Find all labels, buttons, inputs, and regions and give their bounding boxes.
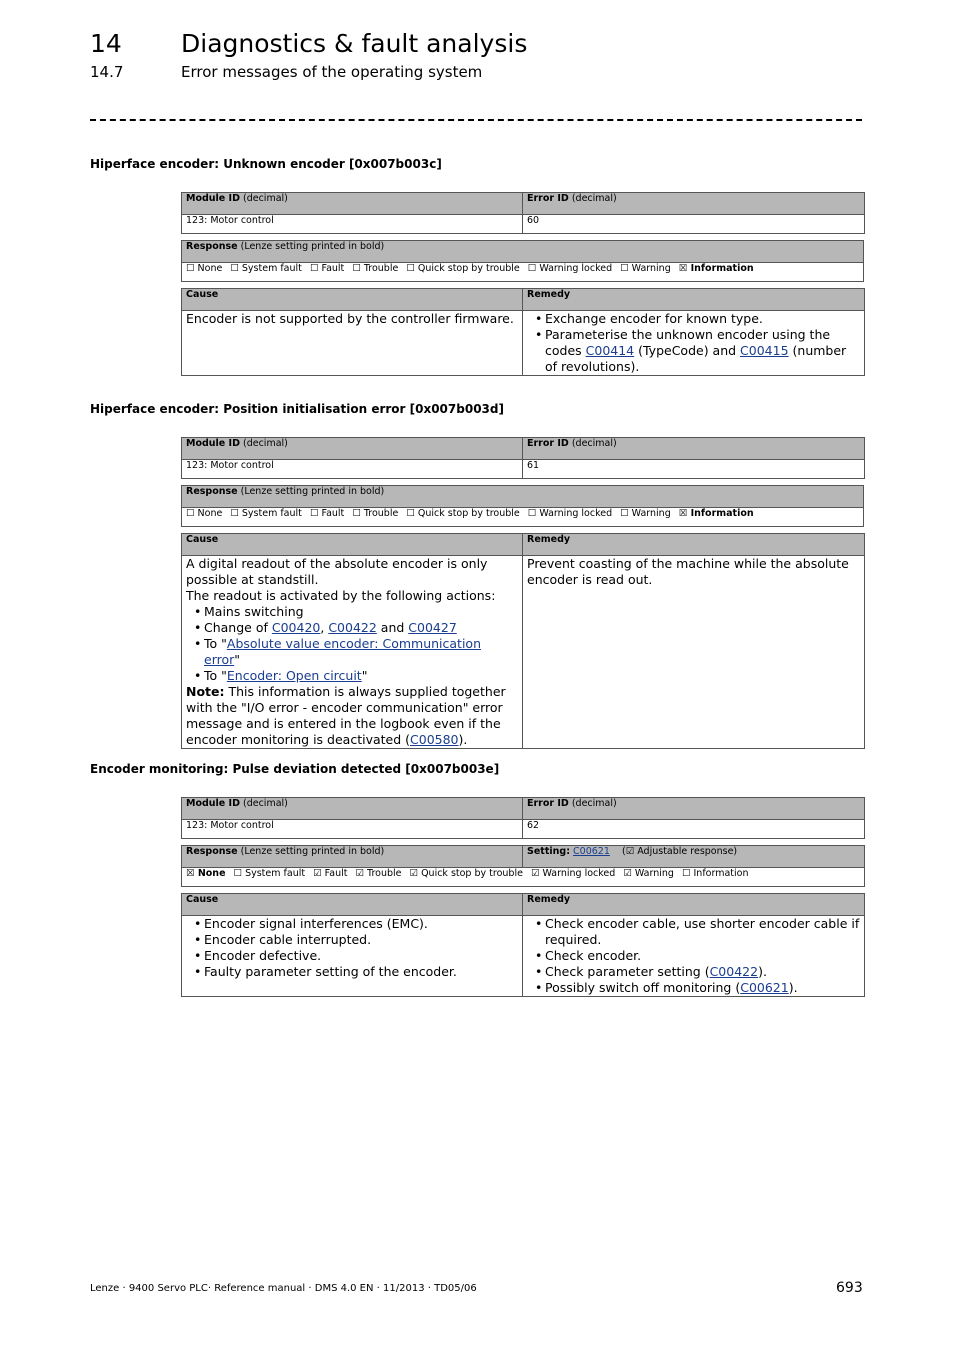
remedy-item: • Exchange encoder for known type.	[545, 311, 860, 327]
response-options	[182, 263, 864, 282]
option-information: ☒ Information	[678, 263, 754, 274]
cause-header: Cause	[182, 534, 523, 556]
link-c00580[interactable]: C00580	[410, 732, 459, 747]
option-trouble: ☐ Trouble	[352, 263, 399, 274]
link-encoder-open-circuit[interactable]: Encoder: Open circuit	[226, 668, 362, 683]
remedy-cell: Prevent coasting of the machine while the absolute encoder is read out.	[523, 556, 865, 749]
response-header: Response (Lenze setting printed in bold)	[182, 486, 864, 508]
remedy-item: • Check parameter setting (C00422).	[545, 964, 860, 980]
id-table	[181, 437, 865, 479]
cause-item: • To "Absolute value encoder: Communication error"	[204, 636, 518, 668]
module-id-value: 123: Motor control	[182, 460, 523, 479]
error-id-header: Error ID (decimal)	[523, 798, 865, 820]
remedy-header: Remedy	[523, 534, 865, 556]
cause-item: • Encoder cable interrupted.	[204, 932, 518, 948]
option-trouble: ☑ Trouble	[355, 868, 402, 879]
section-number: 14.7	[90, 63, 124, 81]
link-c00422[interactable]: C00422	[709, 964, 759, 979]
id-table	[181, 192, 865, 234]
id-table	[181, 797, 865, 839]
cause-item: • Encoder signal interferences (EMC).	[204, 916, 518, 932]
header-divider	[90, 119, 862, 121]
cause-text: The readout is activated by the following actions:	[186, 588, 496, 603]
cause-note: Note: This information is always supplied together with the "I/O error - encoder communication" error message and is entered in the logbook even if the encoder monitoring is deactivated (C00580).	[186, 684, 506, 747]
link-c00621[interactable]: C00621	[573, 846, 610, 857]
cause-item: • Faulty parameter setting of the encoder.	[204, 964, 518, 980]
cause-item: • Mains switching	[204, 604, 518, 620]
cause-item: • Encoder defective.	[204, 948, 518, 964]
remedy-header: Remedy	[523, 894, 865, 916]
link-c00422[interactable]: C00422	[328, 620, 377, 635]
option-system-fault: ☐ System fault	[233, 868, 306, 879]
option-warning-locked: ☐ Warning locked	[527, 263, 613, 274]
response-table	[181, 240, 864, 282]
remedy-cell	[523, 916, 865, 997]
option-system-fault: ☐ System fault	[230, 508, 302, 519]
section-heading: Encoder monitoring: Pulse deviation detected [0x007b003e]	[90, 762, 500, 776]
option-warning-locked: ☐ Warning locked	[527, 508, 613, 519]
option-fault: ☑ Fault	[313, 868, 348, 879]
response-table	[181, 845, 865, 887]
module-id-header: Module ID (decimal)	[182, 798, 523, 820]
link-absolute-encoder-error[interactable]: Absolute value encoder: Communication error	[204, 636, 481, 667]
option-warning: ☐ Warning	[620, 508, 671, 519]
module-id-value: 123: Motor control	[182, 215, 523, 234]
section-heading: Hiperface encoder: Position initialisation error [0x007b003d]	[90, 402, 504, 416]
option-trouble: ☐ Trouble	[352, 508, 399, 519]
error-id-value: 62	[523, 820, 865, 839]
option-fault: ☐ Fault	[309, 508, 345, 519]
option-none: ☐ None	[186, 263, 223, 274]
chapter-title: Diagnostics & fault analysis	[181, 29, 528, 58]
setting-header: Setting: C00621 (☑ Adjustable response)	[523, 846, 865, 868]
cause-item: • Change of C00420, C00422 and C00427	[204, 620, 518, 636]
remedy-item: • Parameterise the unknown encoder using the codes C00414 (TypeCode) and C00415 (number of revolutions).	[545, 327, 860, 375]
link-c00420[interactable]: C00420	[271, 620, 321, 635]
link-c00414[interactable]: C00414	[585, 343, 635, 358]
error-id-value: 60	[523, 215, 865, 234]
remedy-header: Remedy	[523, 289, 865, 311]
option-information: ☒ Information	[678, 508, 754, 519]
option-system-fault: ☐ System fault	[230, 263, 302, 274]
link-c00621[interactable]: C00621	[740, 980, 789, 995]
response-table	[181, 485, 864, 527]
link-c00415[interactable]: C00415	[740, 343, 789, 358]
response-header: Response (Lenze setting printed in bold)	[182, 846, 523, 868]
cause-cell	[182, 916, 523, 997]
error-id-header: Error ID (decimal)	[523, 193, 865, 215]
cause-remedy-table	[181, 893, 865, 997]
chapter-number: 14	[90, 29, 122, 58]
remedy-cell	[523, 311, 865, 376]
cause-header: Cause	[182, 289, 523, 311]
module-id-header: Module ID (decimal)	[182, 438, 523, 460]
section-heading: Hiperface encoder: Unknown encoder [0x007b003c]	[90, 157, 442, 171]
cause-text: A digital readout of the absolute encoder is only possible at standstill.	[186, 556, 488, 587]
module-id-header: Module ID (decimal)	[182, 193, 523, 215]
option-quick-stop: ☐ Quick stop by trouble	[406, 508, 520, 519]
cause-cell	[182, 556, 523, 749]
option-warning: ☐ Warning	[620, 263, 671, 274]
cause-header: Cause	[182, 894, 523, 916]
module-id-value: 123: Motor control	[182, 820, 523, 839]
option-warning-locked: ☑ Warning locked	[530, 868, 616, 879]
remedy-item: • Check encoder.	[545, 948, 860, 964]
cause-remedy-table	[181, 288, 865, 376]
option-none: ☒ None	[186, 868, 226, 879]
error-id-header: Error ID (decimal)	[523, 438, 865, 460]
cause-remedy-table	[181, 533, 865, 749]
response-header: Response (Lenze setting printed in bold)	[182, 241, 864, 263]
option-quick-stop: ☑ Quick stop by trouble	[409, 868, 523, 879]
response-options	[182, 868, 865, 887]
cause-cell: Encoder is not supported by the controller firmware.	[182, 311, 523, 376]
footer-text: Lenze · 9400 Servo PLC· Reference manual · DMS 4.0 EN · 11/2013 · TD05/06	[90, 1283, 477, 1294]
option-information: ☐ Information	[681, 868, 749, 879]
section-title: Error messages of the operating system	[181, 63, 483, 81]
remedy-item: • Check encoder cable, use shorter encoder cable if required.	[545, 916, 860, 948]
error-id-value: 61	[523, 460, 865, 479]
response-options	[182, 508, 864, 527]
cause-item: • To "Encoder: Open circuit"	[204, 668, 518, 684]
option-warning: ☑ Warning	[623, 868, 674, 879]
option-quick-stop: ☐ Quick stop by trouble	[406, 263, 520, 274]
link-c00427[interactable]: C00427	[408, 620, 457, 635]
option-fault: ☐ Fault	[309, 263, 345, 274]
page-number: 693	[836, 1280, 863, 1296]
remedy-item: • Possibly switch off monitoring (C00621).	[545, 980, 860, 996]
option-none: ☐ None	[186, 508, 223, 519]
